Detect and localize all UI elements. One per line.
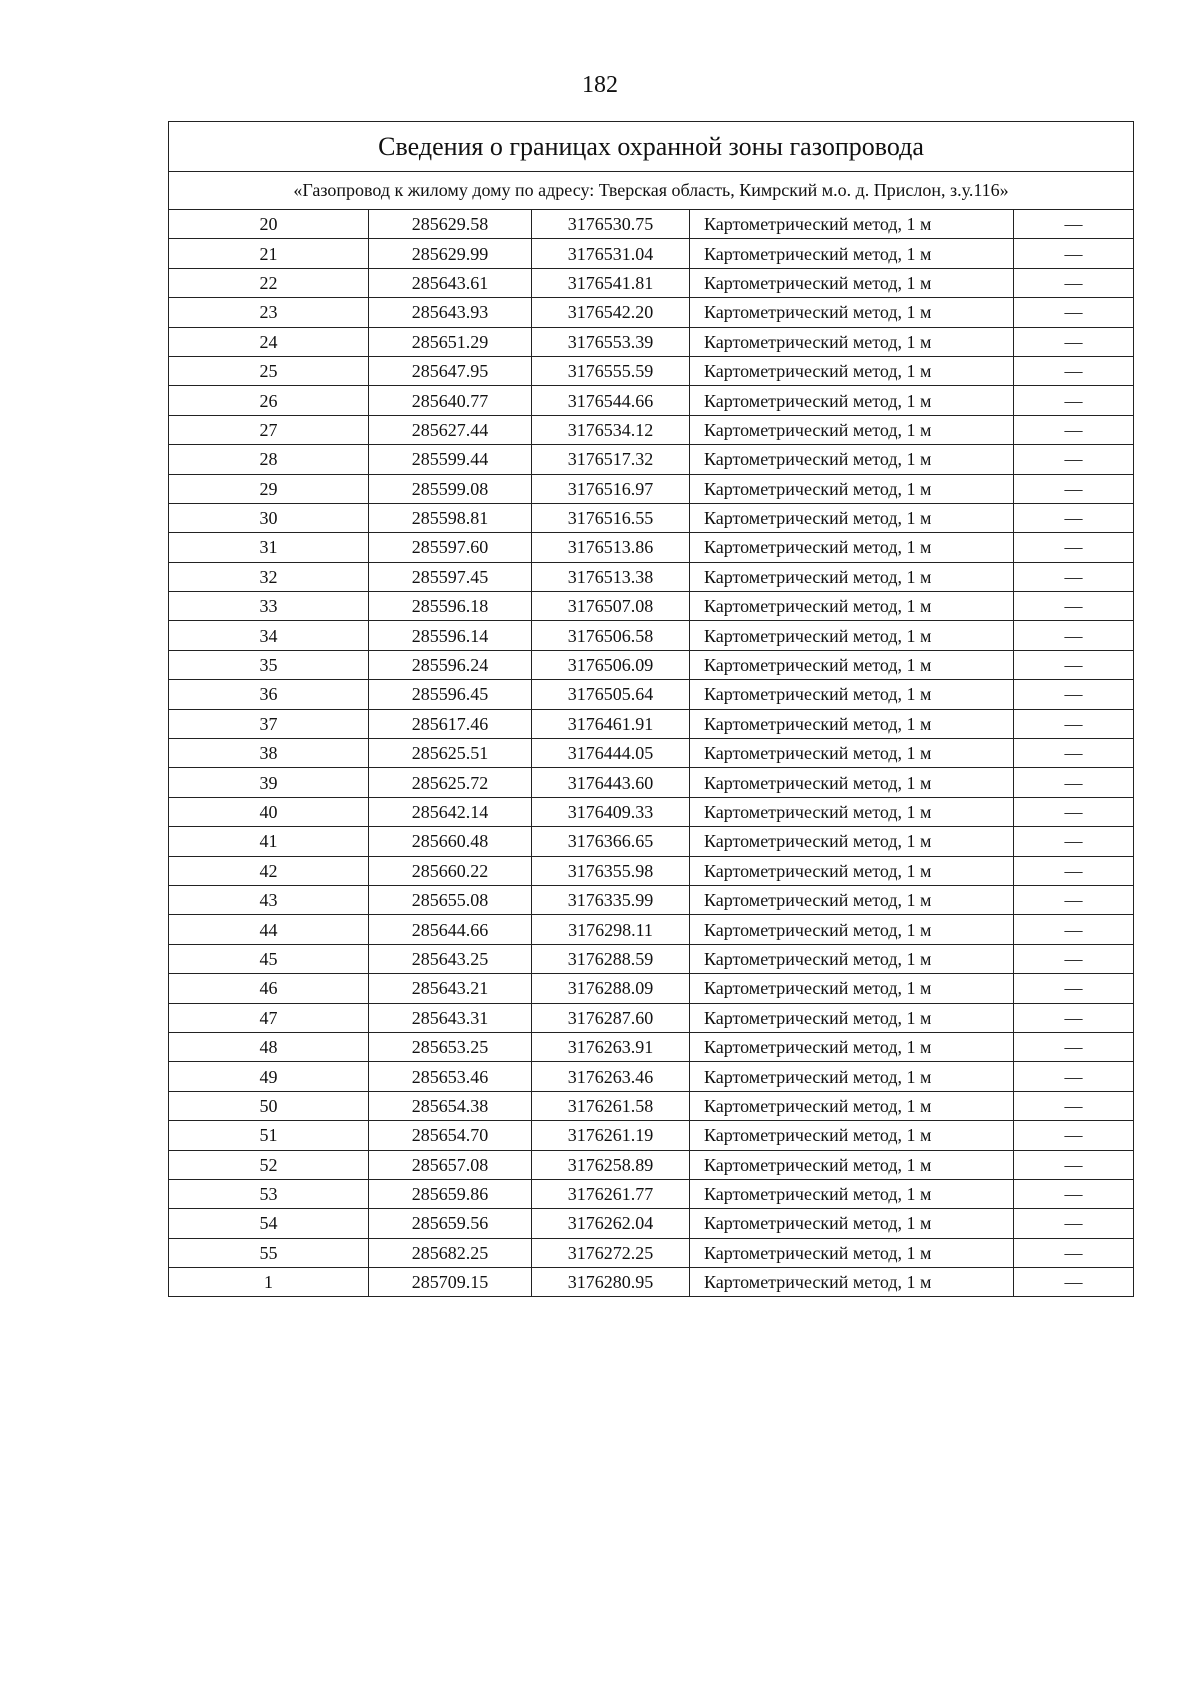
point-number-cell: 34 [169,621,369,650]
note-cell: — [1014,1062,1134,1091]
point-number-cell: 32 [169,562,369,591]
point-number-cell: 25 [169,356,369,385]
note-cell: — [1014,650,1134,679]
x-coordinate-cell: 285655.08 [369,885,532,914]
table-row [169,327,1134,356]
point-number-cell: 35 [169,650,369,679]
y-coordinate-cell: 3176287.60 [532,1003,690,1032]
x-coordinate-cell: 285599.44 [369,445,532,474]
y-coordinate-cell: 3176263.91 [532,1032,690,1061]
point-number-cell: 37 [169,709,369,738]
table-row [169,533,1134,562]
table-row [169,445,1134,474]
y-coordinate-cell: 3176542.20 [532,298,690,327]
y-coordinate-cell: 3176516.97 [532,474,690,503]
y-coordinate-cell: 3176443.60 [532,768,690,797]
method-cell: Картометрический метод, 1 м [690,1003,1014,1032]
point-number-cell: 22 [169,268,369,297]
point-number-cell: 40 [169,797,369,826]
point-number-cell: 42 [169,856,369,885]
method-cell: Картометрический метод, 1 м [690,1179,1014,1208]
x-coordinate-cell: 285659.56 [369,1209,532,1238]
y-coordinate-cell: 3176258.89 [532,1150,690,1179]
table-row [169,974,1134,1003]
x-coordinate-cell: 285625.72 [369,768,532,797]
point-number-cell: 54 [169,1209,369,1238]
point-number-cell: 53 [169,1179,369,1208]
note-cell: — [1014,327,1134,356]
y-coordinate-cell: 3176530.75 [532,210,690,239]
x-coordinate-cell: 285642.14 [369,797,532,826]
boundary-coordinates-table [168,121,1134,1297]
note-cell: — [1014,1150,1134,1179]
y-coordinate-cell: 3176534.12 [532,415,690,444]
x-coordinate-cell: 285597.45 [369,562,532,591]
table-row [169,856,1134,885]
note-cell: — [1014,944,1134,973]
method-cell: Картометрический метод, 1 м [690,1032,1014,1061]
method-cell: Картометрический метод, 1 м [690,739,1014,768]
point-number-cell: 23 [169,298,369,327]
point-number-cell: 29 [169,474,369,503]
method-cell: Картометрический метод, 1 м [690,1268,1014,1297]
method-cell: Картометрический метод, 1 м [690,1062,1014,1091]
note-cell: — [1014,885,1134,914]
point-number-cell: 38 [169,739,369,768]
y-coordinate-cell: 3176355.98 [532,856,690,885]
point-number-cell: 45 [169,944,369,973]
y-coordinate-cell: 3176505.64 [532,680,690,709]
x-coordinate-cell: 285629.58 [369,210,532,239]
table-row [169,415,1134,444]
table-row [169,562,1134,591]
table-row [169,885,1134,914]
table-row [169,1150,1134,1179]
y-coordinate-cell: 3176261.58 [532,1091,690,1120]
method-cell: Картометрический метод, 1 м [690,797,1014,826]
x-coordinate-cell: 285596.18 [369,592,532,621]
y-coordinate-cell: 3176513.38 [532,562,690,591]
note-cell: — [1014,915,1134,944]
table-row [169,797,1134,826]
method-cell: Картометрический метод, 1 м [690,210,1014,239]
y-coordinate-cell: 3176263.46 [532,1062,690,1091]
x-coordinate-cell: 285657.08 [369,1150,532,1179]
y-coordinate-cell: 3176507.08 [532,592,690,621]
table-row [169,1268,1134,1297]
point-number-cell: 28 [169,445,369,474]
note-cell: — [1014,621,1134,650]
method-cell: Картометрический метод, 1 м [690,386,1014,415]
method-cell: Картометрический метод, 1 м [690,915,1014,944]
point-number-cell: 50 [169,1091,369,1120]
method-cell: Картометрический метод, 1 м [690,650,1014,679]
table-row [169,1238,1134,1267]
note-cell: — [1014,268,1134,297]
x-coordinate-cell: 285651.29 [369,327,532,356]
point-number-cell: 48 [169,1032,369,1061]
method-cell: Картометрический метод, 1 м [690,415,1014,444]
x-coordinate-cell: 285643.93 [369,298,532,327]
method-cell: Картометрический метод, 1 м [690,445,1014,474]
point-number-cell: 55 [169,1238,369,1267]
point-number-cell: 52 [169,1150,369,1179]
x-coordinate-cell: 285627.44 [369,415,532,444]
note-cell: — [1014,210,1134,239]
table-row [169,356,1134,385]
method-cell: Картометрический метод, 1 м [690,474,1014,503]
note-cell: — [1014,562,1134,591]
x-coordinate-cell: 285598.81 [369,503,532,532]
table-body [169,122,1134,1297]
note-cell: — [1014,709,1134,738]
table-row [169,944,1134,973]
method-cell: Картометрический метод, 1 м [690,680,1014,709]
method-cell: Картометрический метод, 1 м [690,974,1014,1003]
point-number-cell: 24 [169,327,369,356]
y-coordinate-cell: 3176261.19 [532,1121,690,1150]
table-subtitle-row [169,172,1134,210]
method-cell: Картометрический метод, 1 м [690,944,1014,973]
y-coordinate-cell: 3176288.09 [532,974,690,1003]
point-number-cell: 20 [169,210,369,239]
x-coordinate-cell: 285643.25 [369,944,532,973]
note-cell: — [1014,592,1134,621]
method-cell: Картометрический метод, 1 м [690,768,1014,797]
table-row [169,915,1134,944]
method-cell: Картометрический метод, 1 м [690,856,1014,885]
point-number-cell: 46 [169,974,369,1003]
method-cell: Картометрический метод, 1 м [690,1209,1014,1238]
method-cell: Картометрический метод, 1 м [690,562,1014,591]
x-coordinate-cell: 285644.66 [369,915,532,944]
method-cell: Картометрический метод, 1 м [690,1238,1014,1267]
table-title: Сведения о границах охранной зоны газопровода [169,122,1134,172]
point-number-cell: 49 [169,1062,369,1091]
point-number-cell: 31 [169,533,369,562]
note-cell: — [1014,356,1134,385]
note-cell: — [1014,533,1134,562]
method-cell: Картометрический метод, 1 м [690,503,1014,532]
x-coordinate-cell: 285643.61 [369,268,532,297]
table-row [169,474,1134,503]
note-cell: — [1014,827,1134,856]
x-coordinate-cell: 285596.45 [369,680,532,709]
table-row [169,827,1134,856]
y-coordinate-cell: 3176516.55 [532,503,690,532]
y-coordinate-cell: 3176541.81 [532,268,690,297]
page-number: 182 [582,72,618,98]
y-coordinate-cell: 3176553.39 [532,327,690,356]
table-row [169,739,1134,768]
y-coordinate-cell: 3176335.99 [532,885,690,914]
x-coordinate-cell: 285596.24 [369,650,532,679]
x-coordinate-cell: 285629.99 [369,239,532,268]
note-cell: — [1014,1003,1134,1032]
method-cell: Картометрический метод, 1 м [690,298,1014,327]
table-row [169,1032,1134,1061]
x-coordinate-cell: 285653.25 [369,1032,532,1061]
point-number-cell: 39 [169,768,369,797]
note-cell: — [1014,680,1134,709]
y-coordinate-cell: 3176280.95 [532,1268,690,1297]
table-row [169,1179,1134,1208]
point-number-cell: 51 [169,1121,369,1150]
x-coordinate-cell: 285709.15 [369,1268,532,1297]
note-cell: — [1014,739,1134,768]
note-cell: — [1014,239,1134,268]
x-coordinate-cell: 285660.48 [369,827,532,856]
table-row [169,268,1134,297]
x-coordinate-cell: 285597.60 [369,533,532,562]
x-coordinate-cell: 285625.51 [369,739,532,768]
point-number-cell: 36 [169,680,369,709]
x-coordinate-cell: 285682.25 [369,1238,532,1267]
table-row [169,386,1134,415]
note-cell: — [1014,1091,1134,1120]
method-cell: Картометрический метод, 1 м [690,709,1014,738]
method-cell: Картометрический метод, 1 м [690,827,1014,856]
x-coordinate-cell: 285660.22 [369,856,532,885]
note-cell: — [1014,1268,1134,1297]
point-number-cell: 41 [169,827,369,856]
note-cell: — [1014,298,1134,327]
point-number-cell: 21 [169,239,369,268]
method-cell: Картометрический метод, 1 м [690,356,1014,385]
y-coordinate-cell: 3176298.11 [532,915,690,944]
table-row [169,621,1134,650]
point-number-cell: 44 [169,915,369,944]
table-row [169,768,1134,797]
method-cell: Картометрический метод, 1 м [690,885,1014,914]
point-number-cell: 1 [169,1268,369,1297]
method-cell: Картометрический метод, 1 м [690,1150,1014,1179]
x-coordinate-cell: 285647.95 [369,356,532,385]
table-row [169,1062,1134,1091]
y-coordinate-cell: 3176517.32 [532,445,690,474]
table-row [169,298,1134,327]
method-cell: Картометрический метод, 1 м [690,239,1014,268]
x-coordinate-cell: 285654.38 [369,1091,532,1120]
table-title-row [169,122,1134,172]
method-cell: Картометрический метод, 1 м [690,592,1014,621]
note-cell: — [1014,415,1134,444]
point-number-cell: 26 [169,386,369,415]
table-row [169,503,1134,532]
note-cell: — [1014,1209,1134,1238]
y-coordinate-cell: 3176366.65 [532,827,690,856]
note-cell: — [1014,1238,1134,1267]
table-row [169,210,1134,239]
note-cell: — [1014,1032,1134,1061]
method-cell: Картометрический метод, 1 м [690,533,1014,562]
x-coordinate-cell: 285653.46 [369,1062,532,1091]
x-coordinate-cell: 285617.46 [369,709,532,738]
note-cell: — [1014,386,1134,415]
x-coordinate-cell: 285654.70 [369,1121,532,1150]
x-coordinate-cell: 285659.86 [369,1179,532,1208]
note-cell: — [1014,856,1134,885]
y-coordinate-cell: 3176288.59 [532,944,690,973]
note-cell: — [1014,445,1134,474]
note-cell: — [1014,474,1134,503]
note-cell: — [1014,503,1134,532]
point-number-cell: 47 [169,1003,369,1032]
method-cell: Картометрический метод, 1 м [690,327,1014,356]
point-number-cell: 43 [169,885,369,914]
y-coordinate-cell: 3176272.25 [532,1238,690,1267]
y-coordinate-cell: 3176506.09 [532,650,690,679]
table-row [169,1003,1134,1032]
x-coordinate-cell: 285643.31 [369,1003,532,1032]
point-number-cell: 27 [169,415,369,444]
y-coordinate-cell: 3176262.04 [532,1209,690,1238]
table-subtitle: «Газопровод к жилому дому по адресу: Тверская область, Кимрский м.о. д. Прислон, з.у.116» [169,172,1134,210]
table-row [169,650,1134,679]
y-coordinate-cell: 3176555.59 [532,356,690,385]
table-row [169,592,1134,621]
x-coordinate-cell: 285643.21 [369,974,532,1003]
table-row [169,680,1134,709]
method-cell: Картометрический метод, 1 м [690,268,1014,297]
note-cell: — [1014,974,1134,1003]
note-cell: — [1014,1121,1134,1150]
method-cell: Картометрический метод, 1 м [690,1121,1014,1150]
note-cell: — [1014,797,1134,826]
table-row [169,1209,1134,1238]
y-coordinate-cell: 3176461.91 [532,709,690,738]
table-row [169,239,1134,268]
method-cell: Картометрический метод, 1 м [690,1091,1014,1120]
point-number-cell: 33 [169,592,369,621]
y-coordinate-cell: 3176531.04 [532,239,690,268]
y-coordinate-cell: 3176261.77 [532,1179,690,1208]
x-coordinate-cell: 285640.77 [369,386,532,415]
y-coordinate-cell: 3176506.58 [532,621,690,650]
x-coordinate-cell: 285599.08 [369,474,532,503]
note-cell: — [1014,768,1134,797]
table-row [169,709,1134,738]
y-coordinate-cell: 3176544.66 [532,386,690,415]
method-cell: Картометрический метод, 1 м [690,621,1014,650]
table-row [169,1091,1134,1120]
note-cell: — [1014,1179,1134,1208]
point-number-cell: 30 [169,503,369,532]
x-coordinate-cell: 285596.14 [369,621,532,650]
table-row [169,1121,1134,1150]
y-coordinate-cell: 3176513.86 [532,533,690,562]
y-coordinate-cell: 3176444.05 [532,739,690,768]
y-coordinate-cell: 3176409.33 [532,797,690,826]
